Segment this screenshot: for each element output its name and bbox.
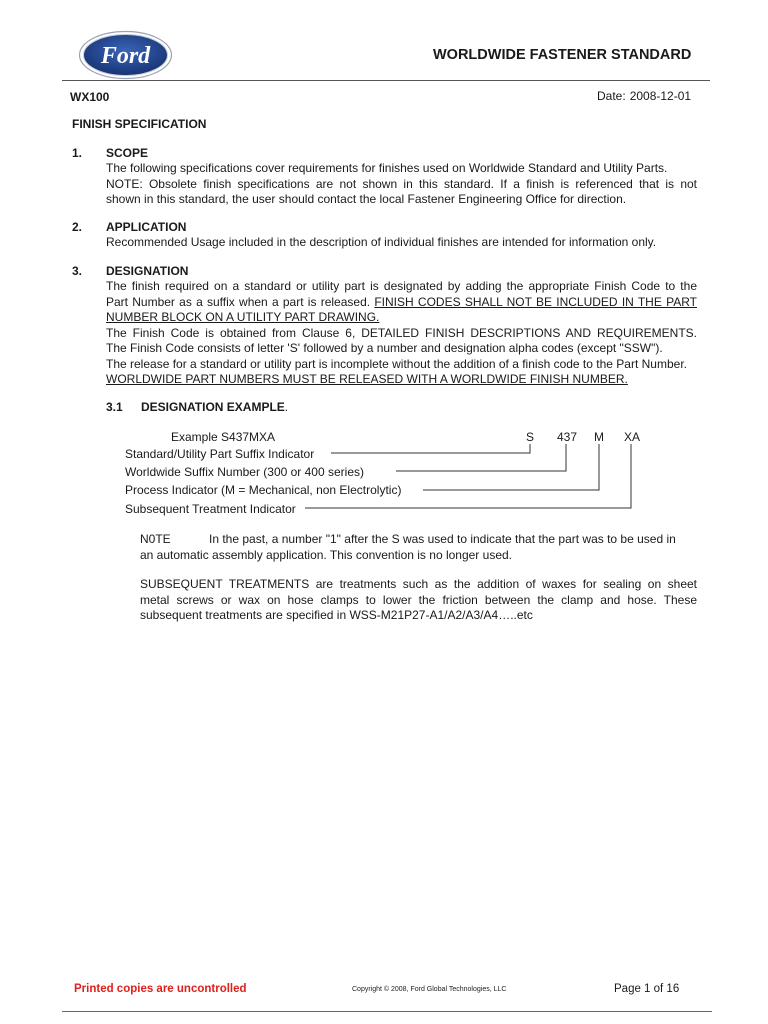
note-paragraph bbox=[140, 532, 697, 563]
copyright-notice: Copyright © 2008, Ford Global Technologies, LLC bbox=[352, 986, 507, 993]
text-line: shown in this standard, the user should contact the local Fastener Engineering Office for direction. bbox=[106, 192, 627, 206]
text-line: The Finish Code consists of letter 'S' followed by a number and designation alpha codes (except "SSW"). bbox=[106, 341, 663, 355]
note-label: N0TE bbox=[140, 532, 171, 546]
text-line: NOTE: Obsolete finish specifications are not shown in this standard. If a finish is referenced that is not bbox=[106, 176, 697, 191]
leader-line-suffix bbox=[331, 444, 530, 453]
text-line: metal screws or wax on hose clamps to lower the friction between the clamp and hose. These bbox=[140, 592, 697, 607]
subsection-number: 3.1 bbox=[106, 400, 123, 414]
code-part-process: M bbox=[594, 430, 604, 444]
text-line: an automatic assembly application. This convention is no longer used. bbox=[140, 547, 512, 562]
text-line: subsequent treatments are specified in WSS-M21P27-A1/A2/A3/A4…..etc bbox=[140, 608, 533, 622]
text-line: The release for a standard or utility part is incomplete without the addition of a finish code to the Part Number. bbox=[106, 356, 687, 371]
section-number: 1. bbox=[72, 146, 83, 160]
subsection-title-text: DESIGNATION EXAMPLE bbox=[141, 400, 285, 414]
indicator-label: Process Indicator (M = Mechanical, non Electrolytic) bbox=[125, 483, 402, 497]
document-id: WX100 bbox=[70, 90, 110, 104]
note-text: In the past, a number "1" after the S was used to indicate that the part was to be used in bbox=[209, 532, 676, 546]
standard-title: WORLDWIDE FASTENER STANDARD bbox=[433, 47, 692, 63]
text-line: SUBSEQUENT TREATMENTS are treatments such as the addition of waxes for sealing on sheet bbox=[140, 577, 697, 591]
indicator-label: Standard/Utility Part Suffix Indicator bbox=[125, 447, 315, 461]
subsequent-treatments-paragraph bbox=[140, 577, 697, 624]
footer-divider bbox=[62, 1011, 712, 1012]
section-title-scope: SCOPE bbox=[106, 146, 149, 160]
text-line: The finish required on a standard or utility part is designated by adding the appropriate Finish Code to the bbox=[106, 279, 697, 293]
text-line: The following specifications cover requirements for finishes used on Worldwide Standard and Utility Parts. bbox=[106, 161, 668, 175]
leader-line-number bbox=[396, 444, 566, 471]
code-part-s: S bbox=[526, 430, 535, 444]
text-line bbox=[140, 532, 697, 548]
code-part-treatment: XA bbox=[624, 430, 641, 444]
logo-text: Ford bbox=[100, 43, 151, 69]
section-number: 2. bbox=[72, 220, 83, 234]
underlined-text: NUMBER BLOCK ON A UTILITY PART DRAWING. bbox=[106, 310, 380, 324]
text-line: Recommended Usage included in the description of individual finishes are intended for information only. bbox=[106, 235, 657, 249]
underlined-text: FINISH CODES SHALL NOT BE INCLUDED IN THE PART bbox=[374, 294, 697, 309]
uncontrolled-notice: Printed copies are uncontrolled bbox=[74, 983, 247, 995]
text-span: Part Number as a suffix when a part is released. bbox=[106, 294, 375, 309]
indicator-label: Subsequent Treatment Indicator bbox=[125, 502, 296, 516]
code-part-number: 437 bbox=[557, 430, 578, 444]
finish-specification-title: FINISH SPECIFICATION bbox=[72, 117, 207, 131]
leader-line-process bbox=[423, 444, 599, 490]
indicator-label: Worldwide Suffix Number (300 or 400 series) bbox=[125, 465, 364, 479]
date-value: 2008-12-01 bbox=[629, 89, 692, 103]
section-number: 3. bbox=[72, 264, 83, 278]
date-label: Date: bbox=[597, 89, 626, 103]
underlined-text: WORLDWIDE PART NUMBERS MUST BE RELEASED WITH A WORLDWIDE FINISH NUMBER. bbox=[106, 372, 628, 386]
section-title-designation: DESIGNATION bbox=[106, 264, 189, 278]
subsection-title-suffix: . bbox=[284, 400, 289, 414]
example-label: Example S437MXA bbox=[171, 430, 276, 444]
section-title-application: APPLICATION bbox=[106, 220, 187, 234]
text-line: The Finish Code is obtained from Clause 6, DETAILED FINISH DESCRIPTIONS AND REQUIREMENTS. bbox=[106, 325, 697, 340]
leader-line-treatment bbox=[305, 444, 631, 508]
page-number: Page 1 of 16 bbox=[614, 983, 680, 995]
